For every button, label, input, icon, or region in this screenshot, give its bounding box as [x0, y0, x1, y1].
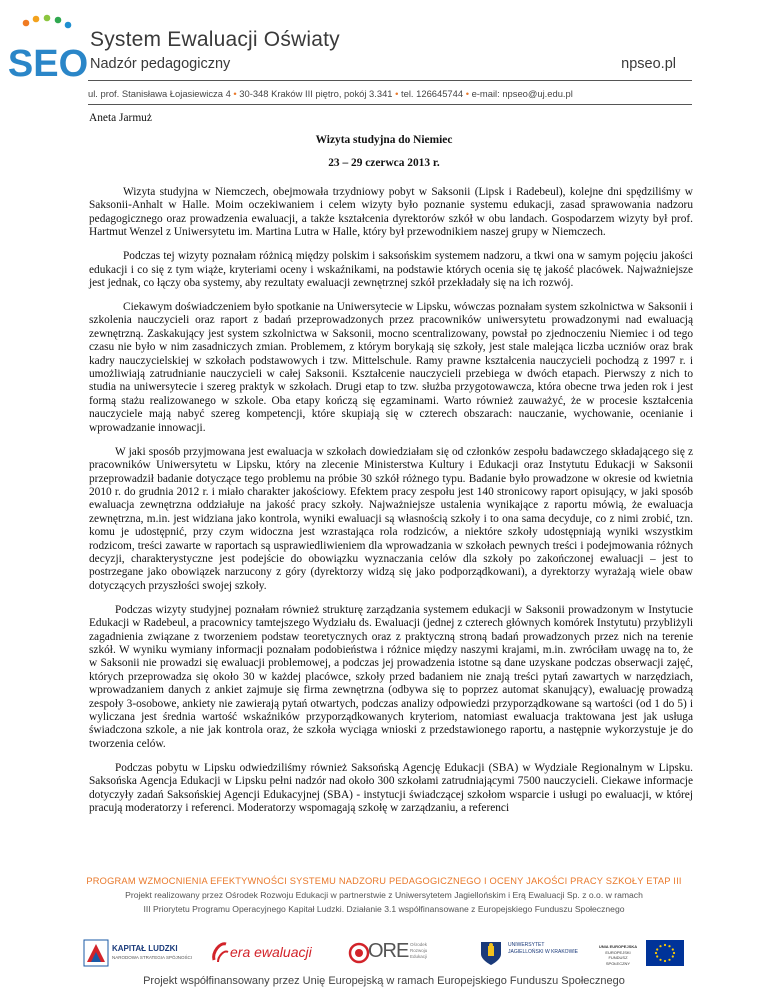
paragraph: W jaki sposób przyjmowana jest ewaluacja w szkołach dowiedziałam się od członków zespołu badawczego składającego się z pracowników Uniwersytetu w Lipsku, który na zlecenie Ministerstwa Kultury i Edukacji oraz Instytutu Edukacji w Saksonii przeprowadził badanie dotyczące tego problemu na próbie 30 szkół różnego typu. Badanie było prowadzone w okresie od kwietnia 2010 r. do grudnia 2012 r. i miało charakter jakościowy. Efektem pracy zespołu jest 140 stronicowy raport opisujący, w jaki sposób ewaluacja zewnętrzna oddziałuje na jakość pracy szkoły. Najważniejsze ustalenia wynikające z raportu mówią, że ewaluacja zewnętrzna, m.in. jest widziana jako kontrola, wyniki ewaluacji są własnością szkoły i to ona sama decyduje, co z nimi zrobić, tzn. komu je udostępnić, przy czym widoczna jest wzrastająca rola rodziców, a niektóre szkoły udostępniają wyniki wszystkim rodzicom, treści zawarte w raportach są usprawiedliwieniem dla wprowadzania w szkołach pewnych treści i podejmowania różnych decyzji, charakterystyczne jest podejście do obowiązku wyznaczania celów dla szkoły po zakończonej ewaluacji – jest to postrzegane jako obowiązek narzucony z góry (dyrektorzy widzą się jako podporządkowani), a dyrektorzy wyrażają wiele obaw dotyczących przyszłości swojej szkoły. [89, 445, 693, 592]
document-title: Wizyta studyjna do Niemiec [315, 134, 453, 146]
address-city: 30-348 Kraków III piętro, pokój 3.341 [239, 88, 393, 99]
document-date: 23 – 29 czerwca 2013 r. [328, 157, 440, 169]
address-street: ul. prof. Stanisława Łojasiewicza 4 [88, 88, 231, 99]
cofinance-line: Projekt współfinansowany przez Unię Europejską w ramach Europejskiego Funduszu Społecznego [143, 975, 625, 987]
program-title: PROGRAM WZMOCNIENIA EFEKTYWNOŚCI SYSTEMU NADZORU PEDAGOGICZNEGO I OCENY JAKOŚCI PRACY SZKOŁY ETAP III [86, 876, 682, 886]
system-title: System Ewaluacji Oświaty [90, 28, 340, 51]
eu-sublabel: EUROPEJSKI FUNDUSZ SPOŁECZNY [605, 949, 631, 966]
kapital-ludzki-sublabel: NARODOWA STRATEGIA SPÓJNOŚCI [112, 955, 193, 960]
ore-sublabel: Ośrodek Rozwoju Edukacji [410, 942, 428, 959]
paragraph: Podczas pobytu w Lipsku odwiedziliśmy również Saksońską Agencję Edukacji (SBA) w Wydziale Regionalnym w Lipsku. Saksońska Agencja Edukacji w Lipsku pełni nadzór nad około 300 szkołami zatrudniającymi 7500 nauczycieli. Ciekawe informacje dotyczyły zadań Saksońskiej Agencji Edukacyjnej (SBA) - instytucji świadczącej szkołom wsparcie i usługi po ewaluacji, w której pracują moderatorzy i referenci. Moderatorzy wspomagają szkołę w zarządzaniu, a referenci [89, 761, 693, 815]
seo-logo [7, 14, 89, 85]
address-line [88, 88, 692, 99]
eu-label: UNIA EUROPEJSKA [598, 944, 638, 949]
system-subtitle: Nadzór pedagogiczny [90, 56, 231, 72]
bullet: • [233, 88, 237, 99]
kapital-ludzki-label: KAPITAŁ LUDZKI [112, 944, 178, 953]
author-name: Aneta Jarmuż [89, 112, 152, 124]
era-ewaluacji-label: era ewaluacji [230, 944, 312, 960]
header-divider [88, 80, 692, 81]
eu-logo [596, 936, 696, 970]
bullet: • [395, 88, 399, 99]
paragraph: Podczas tej wizyty poznałam różnicą między polskim i saksońskim systemem nadzoru, a tkwi ona w samym pojęciu jakości edukacji i co się z tym wiąże, kryteriami oceny i wskaźnikami, na podstawie których ocenia się tę jakość placówek. Najważniejsze jest jednak, co łączy oba systemy, aby rezultaty ewaluacji zewnętrznej szkół przekładały się na ich rozwój. [89, 250, 693, 290]
svg-text:SEO: SEO [7, 43, 89, 85]
address-email: e-mail: npseo@uj.edu.pl [471, 88, 573, 99]
paragraph: Wizyta studyjna w Niemczech, obejmowała trzydniowy pobyt w Saksonii (Lipsk i Radebeul), kolejne dni spędziliśmy w Saksonii-Anhalt w Halle. Moim oczekiwaniem i celem wizyty było poznanie systemu edukacji, zasad sprawowania nadzoru pedagogicznego oraz prowadzenia ewaluacji, a także kształcenia dyrektorów szkół w obu landach. Gospodarzem wizyty był prof. Hartmut Wenzel z Uniwersytetu im. Martina Lutra w Halle, który był przewodnikiem naszej grupy w Niemczech. [89, 186, 693, 239]
partner-line: Projekt realizowany przez Ośrodek Rozwoju Edukacji w partnerstwie z Uniwersytetem Jagiellońskim i Erą Ewaluacji Sp. z o.o. w ramach [125, 890, 643, 900]
era-ewaluacji-logo [210, 938, 320, 970]
site-link[interactable]: npseo.pl [621, 56, 676, 72]
paragraph: Podczas wizyty studyjnej poznałam również strukturę zarządzania systemem edukacji w Saksonii prowadzonym w Instytucie Edukacji w Radebeul, a pracownicy tamtejszego Wydziału ds. Ewaluacji (jednej z czterech głównych komórek Instytutu) przybliżyli zagadnienia związane z tworzeniem podstaw teoretycznych oraz z praktyczną stroną badań prowadzonych przez nich na terenie szkół. W wyniku wymiany informacji poznałam podobieństwa i różnice między naszymi krajami, m.in. zwróciłam uwagę na to, że w Saksonii nie prowadzi się ewaluacji problemowej, a podczas jej prowadzenia istotne są dane uzyskane podczas obserwacji zajęć, których przeprowadza się około 30 w każdej placówce, szkoły przed badaniem nie znają treści pytań zawartych w narzędziach, wprowadzaniem danych z ankiet zajmuje się firma zewnętrzna (odbywa się to poprzez automat skanujący), ewaluację prowadzą zespoły 3-osobowe, ankiety nie zawierają pytań otwartych, podczas analizy odpowiedzi przyporządkowane są wartości (od 1 do 5) i wyliczana jest średnia wartość wskaźników przyporządkowanych kryteriom, natomiast ewaluacja traktowana jest jak usługa świadczona szkole, a nie jak kontrola oraz, że szkoła wyciąga wnioski z przedstawionego raportu, a następnie wykorzystuje je do tworzenia celów. [89, 603, 693, 750]
uj-logo [480, 936, 580, 970]
partner-logos [0, 934, 768, 972]
kapital-ludzki-logo [84, 938, 194, 970]
priority-line: III Priorytetu Programu Operacyjnego Kapitał Ludzki. Działanie 3.1 współfinansowane z Europejskiego Funduszu Społecznego [143, 904, 625, 914]
ore-logo [348, 936, 438, 970]
address-phone: tel. 126645744 [401, 88, 464, 99]
eu-flag-icon [646, 940, 684, 966]
uj-label: UNIWERSYTET JAGIELLOŃSKI W KRAKOWIE [508, 942, 579, 955]
document-body [89, 186, 693, 826]
paragraph: Ciekawym doświadczeniem było spotkanie na Uniwersytecie w Lipsku, wówczas poznałam system szkolnictwa w Saksonii i szkolenia nauczycieli oraz raport z badań przeprowadzonych przez pracowników uniwersytetu prowadzonymi nad ewaluacją zewnętrzną. Zaskakujący jest system szkolnictwa w Saksonii, mocno scentralizowany, powstał po zjednoczeniu Niemiec i od tego czasu nie było w nim zasadniczych zmian. Problemem, z którym borykają się szkoły, jest stale malejąca liczba uczniów oraz brak kadry nauczycielskiej w szkołach podstawowych i tzw. Mittelschule. Ramy prawne kształcenia nauczycieli pochodzą z 1997 r. i umożliwiają zatrudnianie nauczycieli w całej Saksonii. Kształcenie nauczycieli przebiega w dwóch etapach. Pierwszy z nich to studia na uniwersytecie i szereg praktyk w szkołach. Drugi etap to tzw. służba przygotowawcza, która obecne trwa jeden rok i jest formą stażu realizowanego w szkole. Oba etapy kończą się egzaminami. Warto również zauważyć, że w procesie kształcenia nauczyciele mają nabyć szereg kompetencji, które skupiają się w czterech obszarach: nauczanie, wychowanie, ocenianie i wprowadzanie innowacji. [89, 301, 693, 434]
ore-label: ORE [368, 940, 409, 962]
bullet: • [465, 88, 469, 99]
header-divider-bottom [88, 104, 692, 105]
